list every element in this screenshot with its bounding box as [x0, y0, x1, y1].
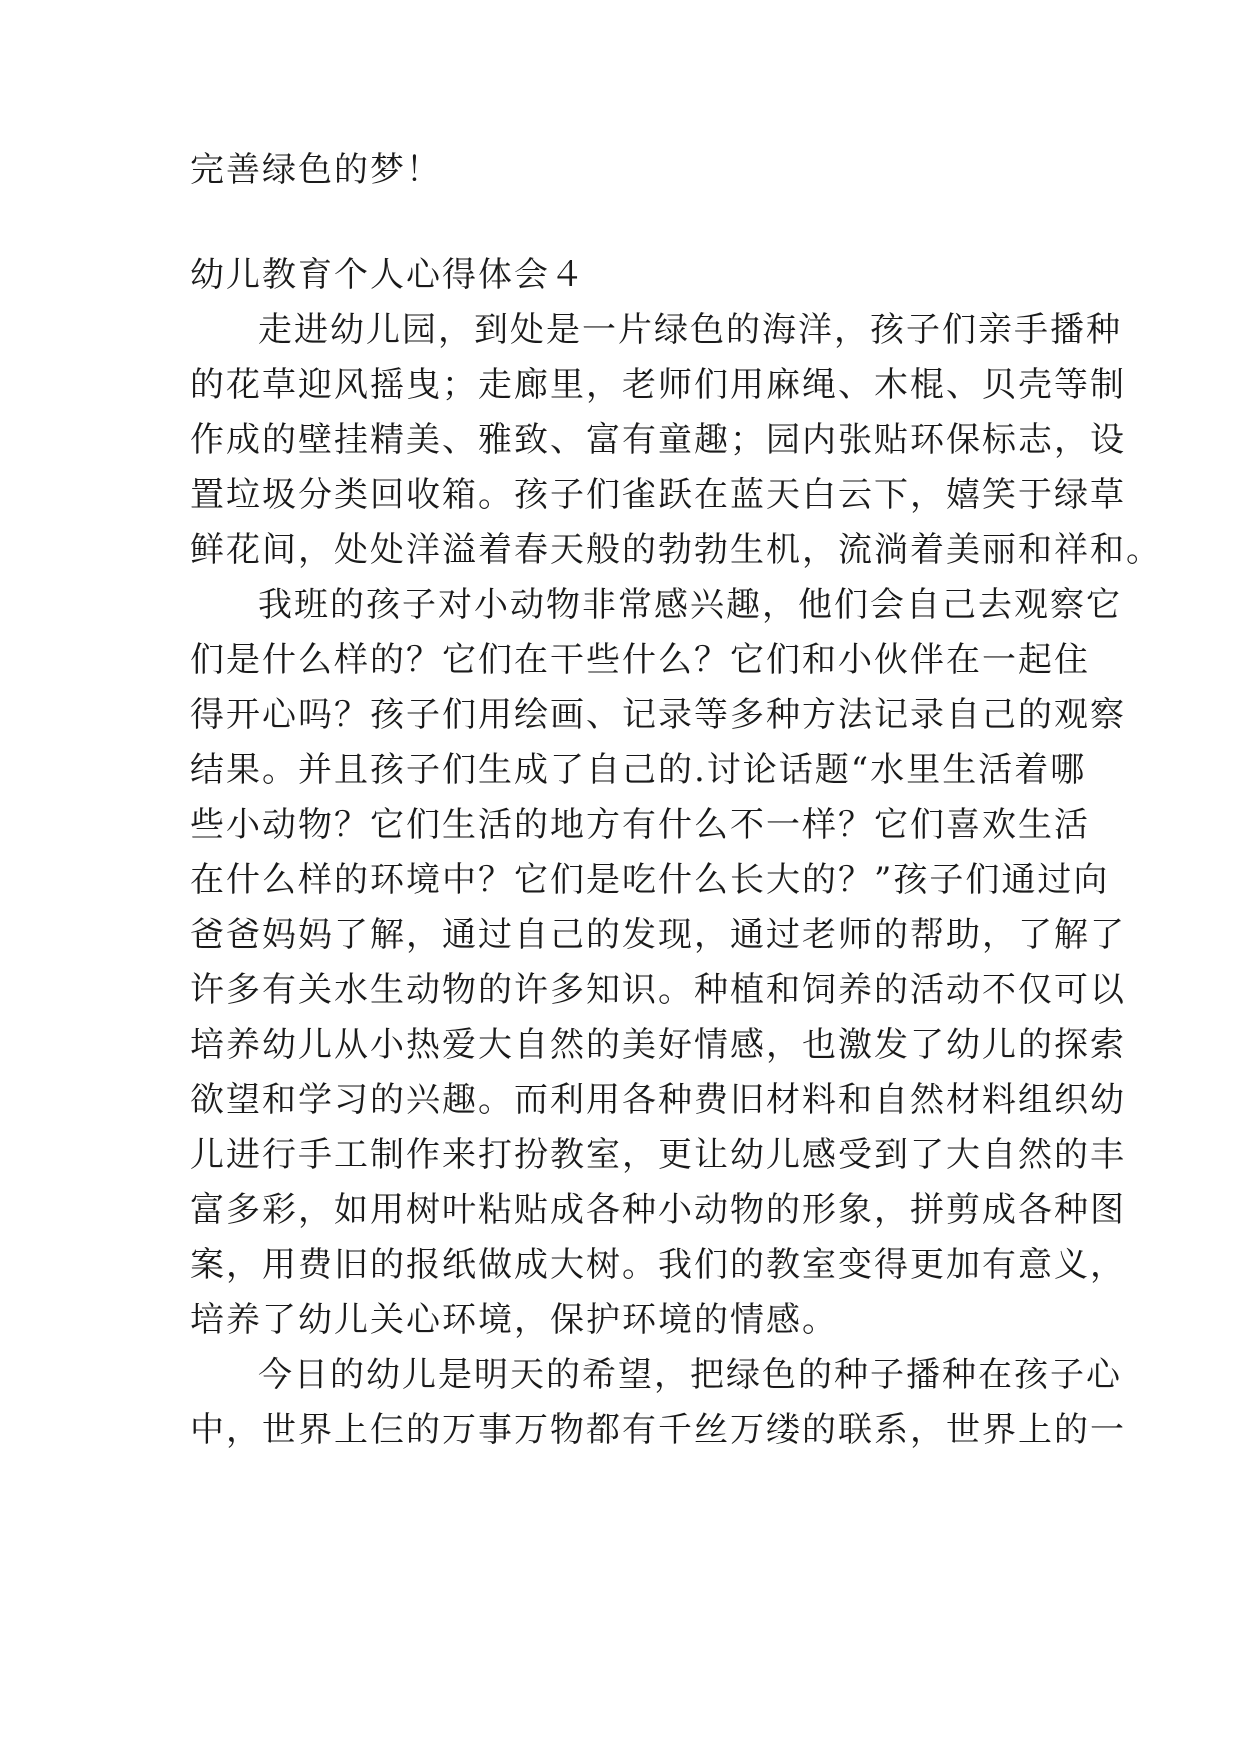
- paragraph-line: 今日的幼儿是明天的希望，把绿色的种子播种在孩子心: [258, 1355, 1122, 1395]
- paragraph-line: 走进幼儿园，到处是一片绿色的海洋，孩子们亲手播种: [258, 310, 1122, 350]
- paragraph-line: 置垃圾分类回收箱。孩子们雀跃在蓝天白云下，嬉笑于绿草: [190, 475, 1126, 515]
- paragraph-line: 富多彩，如用树叶粘贴成各种小动物的形象，拼剪成各种图: [190, 1190, 1126, 1230]
- paragraph-line: 结果。并且孩子们生成了自己的.讨论话题“水里生活着哪: [190, 750, 1087, 790]
- paragraph-line: 培养幼儿从小热爱大自然的美好情感，也激发了幼儿的探索: [190, 1025, 1126, 1065]
- paragraph-line: 儿进行手工制作来打扮教室，更让幼儿感受到了大自然的丰: [190, 1135, 1126, 1175]
- paragraph-line: 爸爸妈妈了解，通过自己的发现，通过老师的帮助，了解了: [190, 915, 1126, 955]
- paragraph-line: 欲望和学习的兴趣。而利用各种费旧材料和自然材料组织幼: [190, 1080, 1126, 1120]
- paragraph-line: 培养了幼儿关心环境，保护环境的情感。: [190, 1300, 838, 1340]
- paragraph-line: 完善绿色的梦！: [190, 150, 442, 190]
- paragraph-line: 的花草迎风摇曳；走廊里，老师们用麻绳、木棍、贝壳等制: [190, 365, 1126, 405]
- section-heading: 幼儿教育个人心得体会４: [190, 255, 586, 295]
- paragraph-line: 些小动物？它们生活的地方有什么不一样？它们喜欢生活: [190, 805, 1090, 845]
- paragraph-line: 我班的孩子对小动物非常感兴趣，他们会自己去观察它: [258, 585, 1122, 625]
- paragraph-line: 许多有关水生动物的许多知识。种植和饲养的活动不仅可以: [190, 970, 1126, 1010]
- paragraph-line: 案，用费旧的报纸做成大树。我们的教室变得更加有意义，: [190, 1245, 1126, 1285]
- paragraph-line: 在什么样的环境中？它们是吃什么长大的？”孩子们通过向: [190, 860, 1110, 900]
- paragraph-line: 鲜花间，处处洋溢着春天般的勃勃生机，流淌着美丽和祥和。: [190, 530, 1162, 570]
- paragraph-line: 中，世界上仨的万事万物都有千丝万缕的联系，世界上的一: [190, 1410, 1126, 1450]
- paragraph-line: 作成的壁挂精美、雅致、富有童趣；园内张贴环保标志，设: [190, 420, 1126, 460]
- paragraph-line: 得开心吗？孩子们用绘画、记录等多种方法记录自己的观察: [190, 695, 1126, 735]
- paragraph-line: 们是什么样的？它们在干些什么？它们和小伙伴在一起住: [190, 640, 1090, 680]
